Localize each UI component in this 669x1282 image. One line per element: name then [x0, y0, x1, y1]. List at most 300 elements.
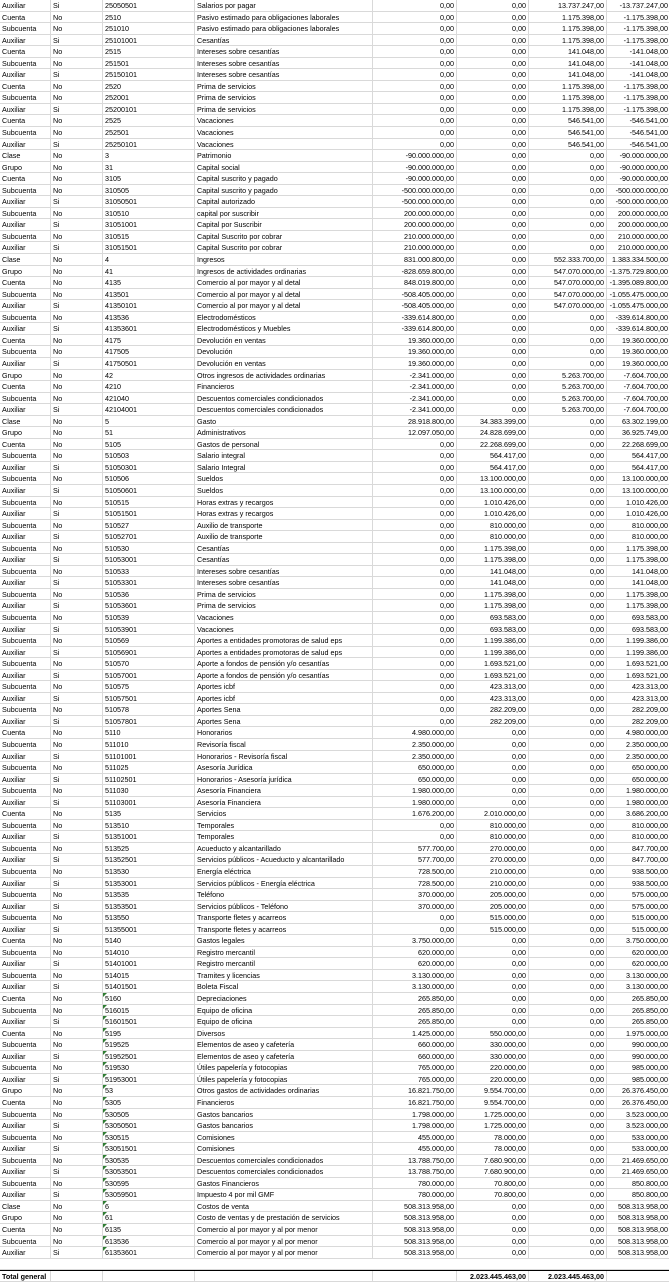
table-row	[0, 543, 669, 555]
table-row	[0, 300, 669, 312]
table-row	[0, 993, 669, 1005]
movement-cell: Si	[50, 716, 102, 727]
credit-cell: 0,00	[528, 808, 606, 819]
initial-balance-cell: 370.000,00	[372, 889, 456, 900]
final-balance-cell: 810.000,00	[606, 820, 669, 831]
credit-cell: 0,00	[528, 554, 606, 565]
debit-cell: 282.209,00	[456, 716, 528, 727]
debit-cell: 0,00	[456, 127, 528, 138]
initial-balance-cell: 0,00	[372, 912, 456, 923]
account-code-cell: 51057501	[102, 693, 194, 704]
account-name-cell: Aportes a entidades promotoras de salud eps	[194, 635, 372, 646]
debit-cell: 0,00	[456, 935, 528, 946]
debit-cell: 0,00	[456, 173, 528, 184]
account-code-cell: 51953001	[102, 1074, 194, 1085]
final-balance-cell: 650.000,00	[606, 762, 669, 773]
initial-balance-cell: 660.000,00	[372, 1039, 456, 1050]
final-balance-cell: 575.000,00	[606, 889, 669, 900]
account-type-cell: Auxiliar	[2, 509, 26, 519]
debit-cell: 0,00	[456, 1247, 528, 1258]
initial-balance-cell: 0,00	[372, 554, 456, 565]
movement-cell: No	[50, 312, 102, 323]
account-code-cell: 2510	[102, 12, 194, 23]
movement-cell: No	[50, 335, 102, 346]
credit-cell: 0,00	[528, 600, 606, 611]
account-type-cell: Cuenta	[2, 728, 26, 738]
error-indicator-icon	[103, 1085, 107, 1089]
total-credit: 2.023.445.463,00	[528, 1271, 606, 1281]
credit-cell: 0,00	[528, 993, 606, 1004]
account-type-cell: Auxiliar	[2, 578, 26, 588]
account-code-cell: 25101001	[102, 35, 194, 46]
error-indicator-icon	[103, 1074, 107, 1078]
account-code-cell: 53059501	[102, 1189, 194, 1200]
credit-cell: 0,00	[528, 1028, 606, 1039]
table-row	[0, 1132, 669, 1144]
credit-cell: 141.048,00	[528, 46, 606, 57]
account-name-cell: Sueldos	[194, 485, 372, 496]
account-type-cell: Subcuenta	[2, 520, 37, 530]
final-balance-cell: -7.604.700,00	[606, 381, 669, 392]
account-type-cell: Auxiliar	[2, 855, 26, 865]
table-row	[0, 889, 669, 901]
account-name-cell: Comercio al por mayor y al por menor	[194, 1224, 372, 1235]
account-code-cell: 53053501	[102, 1166, 194, 1177]
debit-cell: 0,00	[456, 970, 528, 981]
account-code-cell: 3105	[102, 173, 194, 184]
credit-cell: 0,00	[528, 785, 606, 796]
account-code-cell: 310505	[102, 185, 194, 196]
credit-cell: 0,00	[528, 1005, 606, 1016]
movement-cell: Si	[50, 1247, 102, 1258]
account-code-cell: 251501	[102, 58, 194, 69]
movement-cell: Si	[50, 1051, 102, 1062]
table-row	[0, 612, 669, 624]
account-type-cell: Subcuenta	[2, 843, 37, 853]
initial-balance-cell: -90.000.000,00	[372, 162, 456, 173]
movement-cell: No	[50, 185, 102, 196]
table-row	[0, 624, 669, 636]
debit-cell: 210.000,00	[456, 878, 528, 889]
credit-cell: 13.737.247,00	[528, 0, 606, 11]
table-row	[0, 635, 669, 647]
initial-balance-cell: -90.000.000,00	[372, 173, 456, 184]
account-name-cell: Pasivo estimado para obligaciones laborales	[194, 23, 372, 34]
final-balance-cell: 1.975.000,00	[606, 1028, 669, 1039]
initial-balance-cell: 0,00	[372, 473, 456, 484]
movement-cell: Si	[50, 1074, 102, 1085]
debit-cell: 1.175.398,00	[456, 554, 528, 565]
final-balance-cell: -546.541,00	[606, 139, 669, 150]
final-balance-cell: 3.523.000,00	[606, 1120, 669, 1131]
table-row	[0, 127, 669, 139]
debit-cell: 0,00	[456, 162, 528, 173]
movement-cell: No	[50, 254, 102, 265]
final-balance-cell: 141.048,00	[606, 577, 669, 588]
account-type-cell: Cuenta	[2, 278, 26, 288]
initial-balance-cell: -2.341.000,00	[372, 381, 456, 392]
movement-cell: Si	[50, 624, 102, 635]
account-name-cell: Capital suscrito y pagado	[194, 173, 372, 184]
final-balance-cell: 1.693.521,00	[606, 670, 669, 681]
account-name-cell: Comercio al por mayor y al por menor	[194, 1247, 372, 1258]
account-code-cell: 6135	[102, 1224, 194, 1235]
table-row	[0, 381, 669, 393]
account-name-cell: Asesoría Financiera	[194, 797, 372, 808]
credit-cell: 0,00	[528, 1097, 606, 1108]
debit-cell: 2.010.000,00	[456, 808, 528, 819]
account-type-cell: Auxiliar	[2, 1121, 26, 1131]
initial-balance-cell: 0,00	[372, 531, 456, 542]
final-balance-cell: 265.850,00	[606, 1005, 669, 1016]
account-name-cell: Salario integral	[194, 450, 372, 461]
credit-cell: 0,00	[528, 1085, 606, 1096]
credit-cell: 0,00	[528, 577, 606, 588]
final-balance-cell: 515.000,00	[606, 912, 669, 923]
final-balance-cell: 1.980.000,00	[606, 797, 669, 808]
credit-cell: 0,00	[528, 427, 606, 438]
error-indicator-icon	[103, 1189, 107, 1193]
account-type-cell: Subcuenta	[2, 612, 37, 622]
credit-cell: 0,00	[528, 901, 606, 912]
movement-cell: Si	[50, 1166, 102, 1177]
account-name-cell: Patrimonio	[194, 150, 372, 161]
initial-balance-cell: 508.313.958,00	[372, 1224, 456, 1235]
debit-cell: 0,00	[456, 58, 528, 69]
movement-cell: Si	[50, 508, 102, 519]
table-row	[0, 289, 669, 301]
credit-cell: 546.541,00	[528, 115, 606, 126]
movement-cell: Si	[50, 1120, 102, 1131]
account-code-cell: 25150101	[102, 69, 194, 80]
account-name-cell: Prima de servicios	[194, 104, 372, 115]
account-type-cell: Cuenta	[2, 1097, 26, 1107]
final-balance-cell: -141.048,00	[606, 69, 669, 80]
account-type-cell: Subcuenta	[2, 543, 37, 553]
final-balance-cell: 620.000,00	[606, 958, 669, 969]
table-row	[0, 162, 669, 174]
movement-cell: Si	[50, 531, 102, 542]
account-name-cell: Electrodomésticos y Muebles	[194, 323, 372, 334]
table-row	[0, 1051, 669, 1063]
debit-cell: 0,00	[456, 739, 528, 750]
account-type-cell: Subcuenta	[2, 93, 37, 103]
table-row	[0, 704, 669, 716]
credit-cell: 0,00	[528, 358, 606, 369]
movement-cell: Si	[50, 242, 102, 253]
account-code-cell: 61353601	[102, 1247, 194, 1258]
initial-balance-cell: 0,00	[372, 658, 456, 669]
debit-cell: 1.175.398,00	[456, 589, 528, 600]
table-row	[0, 970, 669, 982]
movement-cell: Si	[50, 577, 102, 588]
movement-cell: No	[50, 970, 102, 981]
final-balance-cell: -1.375.729.800,00	[606, 266, 669, 277]
final-balance-cell: 620.000,00	[606, 947, 669, 958]
account-code-cell: 413536	[102, 312, 194, 323]
table-row	[0, 1166, 669, 1178]
final-balance-cell: 21.469.650,00	[606, 1166, 669, 1177]
movement-cell: No	[50, 1109, 102, 1120]
table-row	[0, 508, 669, 520]
account-type-cell: Subcuenta	[2, 589, 37, 599]
initial-balance-cell: 0,00	[372, 450, 456, 461]
credit-cell: 547.070.000,00	[528, 300, 606, 311]
initial-balance-cell: 650.000,00	[372, 762, 456, 773]
account-code-cell: 51050301	[102, 462, 194, 473]
account-type-cell: Cuenta	[2, 116, 26, 126]
account-type-cell: Cuenta	[2, 382, 26, 392]
account-type-cell: Grupo	[2, 162, 22, 172]
final-balance-cell: -546.541,00	[606, 127, 669, 138]
initial-balance-cell: 0,00	[372, 104, 456, 115]
table-row	[0, 312, 669, 324]
final-balance-cell: -141.048,00	[606, 58, 669, 69]
initial-balance-cell: 0,00	[372, 543, 456, 554]
account-code-cell: 51353001	[102, 878, 194, 889]
total-label: Total general	[2, 1272, 47, 1281]
movement-cell: No	[50, 947, 102, 958]
account-type-cell: Grupo	[2, 1086, 22, 1096]
account-type-cell: Subcuenta	[2, 128, 37, 138]
initial-balance-cell: 0,00	[372, 485, 456, 496]
debit-cell: 34.383.399,00	[456, 416, 528, 427]
error-indicator-icon	[103, 1016, 107, 1020]
account-code-cell: 5305	[102, 1097, 194, 1108]
initial-balance-cell: 16.821.750,00	[372, 1097, 456, 1108]
table-row	[0, 23, 669, 35]
debit-cell: 0,00	[456, 289, 528, 300]
account-code-cell: 6	[102, 1201, 194, 1212]
account-code-cell: 41750501	[102, 358, 194, 369]
credit-cell: 0,00	[528, 150, 606, 161]
initial-balance-cell: -339.614.800,00	[372, 312, 456, 323]
movement-cell: Si	[50, 693, 102, 704]
movement-cell: No	[50, 1178, 102, 1189]
movement-cell: No	[50, 935, 102, 946]
movement-cell: No	[50, 81, 102, 92]
debit-cell: 423.313,00	[456, 693, 528, 704]
account-type-cell: Subcuenta	[2, 1236, 37, 1246]
credit-cell: 0,00	[528, 970, 606, 981]
initial-balance-cell: 0,00	[372, 600, 456, 611]
account-code-cell: 51101001	[102, 751, 194, 762]
table-row	[0, 335, 669, 347]
account-code-cell: 4	[102, 254, 194, 265]
account-code-cell: 510533	[102, 566, 194, 577]
final-balance-cell: 515.000,00	[606, 924, 669, 935]
account-code-cell: 530505	[102, 1109, 194, 1120]
account-name-cell: Intereses sobre cesantías	[194, 46, 372, 57]
table-row	[0, 0, 669, 12]
credit-cell: 0,00	[528, 854, 606, 865]
movement-cell: Si	[50, 901, 102, 912]
account-code-cell: 252001	[102, 92, 194, 103]
table-row	[0, 416, 669, 428]
debit-cell: 22.268.699,00	[456, 439, 528, 450]
credit-cell: 0,00	[528, 312, 606, 323]
table-row	[0, 1201, 669, 1213]
account-type-cell: Subcuenta	[2, 820, 37, 830]
account-type-cell: Auxiliar	[2, 197, 26, 207]
initial-balance-cell: 0,00	[372, 624, 456, 635]
initial-balance-cell: 0,00	[372, 35, 456, 46]
credit-cell: 0,00	[528, 797, 606, 808]
movement-cell: No	[50, 1085, 102, 1096]
initial-balance-cell: 1.798.000,00	[372, 1109, 456, 1120]
movement-cell: No	[50, 381, 102, 392]
credit-cell: 0,00	[528, 612, 606, 623]
account-code-cell: 5140	[102, 935, 194, 946]
account-name-cell: Descuentos comerciales condicionados	[194, 404, 372, 415]
final-balance-cell: 210.000.000,00	[606, 231, 669, 242]
account-type-cell: Subcuenta	[2, 1155, 37, 1165]
credit-cell: 0,00	[528, 1189, 606, 1200]
final-balance-cell: 990.000,00	[606, 1051, 669, 1062]
table-row	[0, 808, 669, 820]
debit-cell: 0,00	[456, 381, 528, 392]
final-balance-cell: 1.175.398,00	[606, 543, 669, 554]
debit-cell: 423.313,00	[456, 681, 528, 692]
credit-cell: 141.048,00	[528, 58, 606, 69]
account-type-cell: Subcuenta	[2, 636, 37, 646]
account-type-cell: Subcuenta	[2, 913, 37, 923]
credit-cell: 0,00	[528, 716, 606, 727]
account-type-cell: Auxiliar	[2, 832, 26, 842]
debit-cell: 0,00	[456, 958, 528, 969]
movement-cell: Si	[50, 358, 102, 369]
credit-cell: 0,00	[528, 878, 606, 889]
account-code-cell: 31051001	[102, 219, 194, 230]
final-balance-cell: 1.010.426,00	[606, 508, 669, 519]
account-type-cell: Clase	[2, 151, 21, 161]
account-name-cell: Prima de servicios	[194, 589, 372, 600]
account-code-cell: 530535	[102, 1155, 194, 1166]
table-row	[0, 1028, 669, 1040]
debit-cell: 141.048,00	[456, 566, 528, 577]
credit-cell: 0,00	[528, 1109, 606, 1120]
movement-cell: Si	[50, 104, 102, 115]
movement-cell: Si	[50, 300, 102, 311]
account-name-cell: Asesoría Jurídica	[194, 762, 372, 773]
initial-balance-cell: 0,00	[372, 589, 456, 600]
credit-cell: 0,00	[528, 185, 606, 196]
error-indicator-icon	[103, 1005, 107, 1009]
credit-cell: 0,00	[528, 162, 606, 173]
account-code-cell: 519530	[102, 1062, 194, 1073]
table-row	[0, 473, 669, 485]
account-code-cell: 51057801	[102, 716, 194, 727]
final-balance-cell: 810.000,00	[606, 531, 669, 542]
credit-cell: 0,00	[528, 762, 606, 773]
debit-cell: 330.000,00	[456, 1039, 528, 1050]
credit-cell: 0,00	[528, 346, 606, 357]
credit-cell: 0,00	[528, 335, 606, 346]
account-name-cell: Auxilio de transporte	[194, 520, 372, 531]
credit-cell: 0,00	[528, 958, 606, 969]
initial-balance-cell: 1.425.000,00	[372, 1028, 456, 1039]
movement-cell: Si	[50, 139, 102, 150]
account-type-cell: Subcuenta	[2, 289, 37, 299]
account-code-cell: 51401001	[102, 958, 194, 969]
table-row	[0, 427, 669, 439]
final-balance-cell: 423.313,00	[606, 693, 669, 704]
account-type-cell: Cuenta	[2, 439, 26, 449]
table-row	[0, 450, 669, 462]
account-code-cell: 51053601	[102, 600, 194, 611]
credit-cell: 0,00	[528, 323, 606, 334]
initial-balance-cell: 650.000,00	[372, 774, 456, 785]
credit-cell: 547.070.000,00	[528, 266, 606, 277]
table-row	[0, 751, 669, 763]
account-name-cell: Intereses sobre cesantías	[194, 566, 372, 577]
movement-cell: No	[50, 520, 102, 531]
account-code-cell: 53	[102, 1085, 194, 1096]
table-row	[0, 866, 669, 878]
account-name-cell: Comisiones	[194, 1143, 372, 1154]
account-name-cell: Descuentos comerciales condicionados	[194, 1166, 372, 1177]
movement-cell: Si	[50, 670, 102, 681]
credit-cell: 141.048,00	[528, 69, 606, 80]
account-code-cell: 510575	[102, 681, 194, 692]
initial-balance-cell: 0,00	[372, 704, 456, 715]
account-name-cell: Servicios	[194, 808, 372, 819]
final-balance-cell: -1.055.475.000,00	[606, 289, 669, 300]
movement-cell: No	[50, 566, 102, 577]
account-type-cell: Cuenta	[2, 1028, 26, 1038]
table-row	[0, 1178, 669, 1190]
final-balance-cell: 19.360.000,00	[606, 346, 669, 357]
table-row	[0, 346, 669, 358]
account-code-cell: 31	[102, 162, 194, 173]
table-row	[0, 589, 669, 601]
initial-balance-cell: 0,00	[372, 566, 456, 577]
debit-cell: 693.583,00	[456, 624, 528, 635]
account-name-cell: Descuentos comerciales condicionados	[194, 1155, 372, 1166]
debit-cell: 810.000,00	[456, 520, 528, 531]
movement-cell: No	[50, 658, 102, 669]
table-row	[0, 1109, 669, 1121]
debit-cell: 1.693.521,00	[456, 658, 528, 669]
account-type-cell: Auxiliar	[2, 1, 26, 10]
table-row	[0, 1120, 669, 1132]
account-code-cell: 513550	[102, 912, 194, 923]
account-type-cell: Clase	[2, 255, 21, 265]
credit-cell: 0,00	[528, 843, 606, 854]
movement-cell: Si	[50, 854, 102, 865]
account-code-cell: 310515	[102, 231, 194, 242]
credit-cell: 0,00	[528, 889, 606, 900]
movement-cell: No	[50, 1236, 102, 1247]
credit-cell: 547.070.000,00	[528, 289, 606, 300]
table-row	[0, 1236, 669, 1248]
account-name-cell: Aportes icbf	[194, 693, 372, 704]
account-code-cell: 51102501	[102, 774, 194, 785]
credit-cell: 0,00	[528, 219, 606, 230]
final-balance-cell: -1.175.398,00	[606, 92, 669, 103]
account-name-cell: Devolución en ventas	[194, 358, 372, 369]
account-type-cell: Auxiliar	[2, 601, 26, 611]
account-type-cell: Auxiliar	[2, 532, 26, 542]
error-indicator-icon	[103, 1143, 107, 1147]
credit-cell: 0,00	[528, 520, 606, 531]
final-balance-cell: 423.313,00	[606, 681, 669, 692]
movement-cell: Si	[50, 0, 102, 11]
movement-cell: No	[50, 416, 102, 427]
table-row	[0, 1085, 669, 1097]
initial-balance-cell: 508.313.958,00	[372, 1201, 456, 1212]
initial-balance-cell: 13.788.750,00	[372, 1155, 456, 1166]
